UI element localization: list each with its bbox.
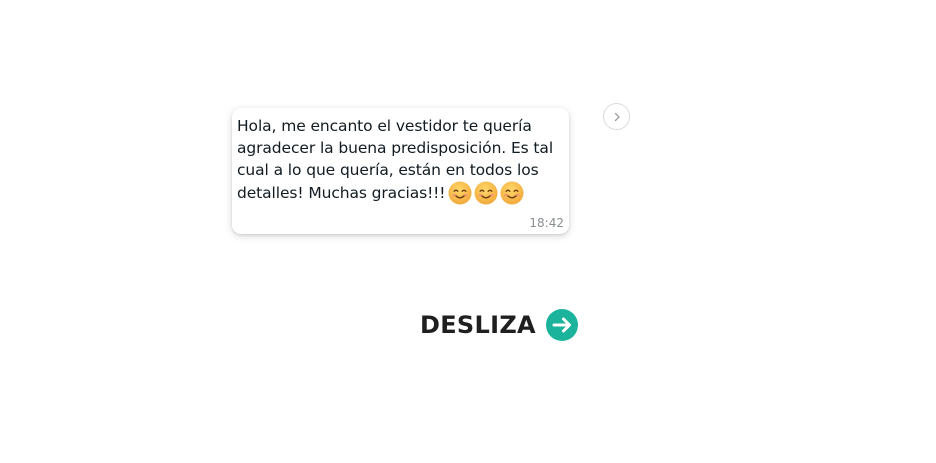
emoji-group xyxy=(448,181,526,205)
message-text: Hola, me encanto el vestidor te quería agradecer la buena predisposición. Es tal cual a lo que quería, están en todos los detalles! Muchas gracias!!! xyxy=(237,117,554,202)
swipe-cta[interactable] xyxy=(420,308,578,342)
message-body xyxy=(237,115,561,205)
chat-message-bubble xyxy=(232,108,569,234)
smiling-face-icon xyxy=(474,181,498,205)
arrow-right-circle-icon[interactable] xyxy=(546,309,578,341)
chevron-right-icon xyxy=(611,111,623,123)
swipe-label: DESLIZA xyxy=(420,311,536,339)
smiling-face-icon xyxy=(448,181,472,205)
smiling-face-icon xyxy=(500,181,524,205)
message-timestamp: 18:42 xyxy=(529,216,564,230)
forward-message-button[interactable] xyxy=(603,103,630,130)
